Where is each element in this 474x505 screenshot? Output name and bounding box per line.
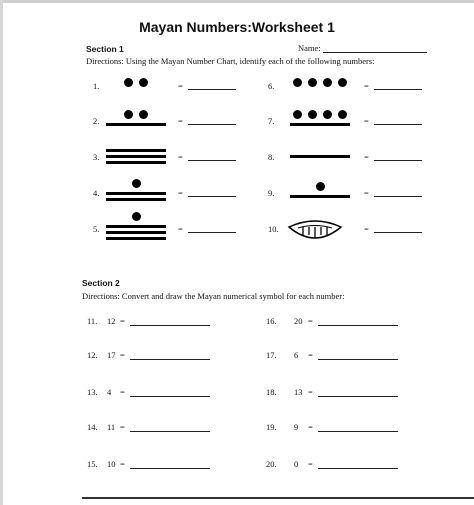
dot-2-1	[124, 110, 133, 119]
equals-sign: =	[120, 459, 125, 469]
equals-sign: =	[178, 116, 183, 126]
answer-blank-1[interactable]	[188, 89, 236, 90]
answer-blank-5[interactable]	[188, 232, 236, 233]
dot-1-1	[124, 78, 133, 87]
problem-number: 13.	[87, 387, 98, 397]
equals-sign: =	[364, 116, 369, 126]
dot-2-2	[139, 110, 148, 119]
answer-blank-15[interactable]	[130, 468, 210, 469]
bar-5-3	[106, 237, 166, 240]
zero-shell-icon	[286, 219, 344, 241]
page-edge-top	[0, 0, 474, 3]
problem-value: 11	[107, 422, 116, 432]
problem-6-label: 6.	[268, 81, 275, 91]
problem-value: 0	[294, 459, 299, 469]
problem-number: 17.	[266, 350, 277, 360]
problem-value: 17	[107, 350, 116, 360]
problem-4-label: 4.	[93, 188, 100, 198]
name-field[interactable]	[323, 52, 427, 53]
section-1-heading: Section 1	[86, 44, 124, 54]
equals-sign: =	[364, 81, 369, 91]
problem-number: 20.	[266, 459, 277, 469]
equals-sign: =	[308, 387, 313, 397]
problem-value: 12	[107, 316, 116, 326]
equals-sign: =	[308, 459, 313, 469]
problem-2-label: 2.	[93, 116, 100, 126]
problem-number: 14.	[87, 422, 98, 432]
equals-sign: =	[364, 224, 369, 234]
problem-number: 19.	[266, 422, 277, 432]
equals-sign: =	[178, 188, 183, 198]
answer-blank-18[interactable]	[318, 396, 398, 397]
bar-8-1	[290, 155, 350, 158]
answer-blank-17[interactable]	[318, 359, 398, 360]
equals-sign: =	[178, 152, 183, 162]
equals-sign: =	[364, 188, 369, 198]
answer-blank-7[interactable]	[374, 124, 422, 125]
problem-7-label: 7.	[268, 116, 275, 126]
worksheet-title: Mayan Numbers:Worksheet 1	[139, 19, 335, 35]
bar-3-2	[106, 155, 166, 158]
answer-blank-9[interactable]	[374, 196, 422, 197]
problem-8-label: 8.	[268, 152, 275, 162]
equals-sign: =	[308, 350, 313, 360]
problem-value: 9	[294, 422, 299, 432]
dot-1-2	[139, 78, 148, 87]
answer-blank-3[interactable]	[188, 160, 236, 161]
answer-blank-13[interactable]	[130, 396, 210, 397]
equals-sign: =	[120, 350, 125, 360]
bar-4-2	[106, 198, 166, 201]
answer-blank-12[interactable]	[130, 359, 210, 360]
answer-blank-2[interactable]	[188, 124, 236, 125]
dot-7-2	[308, 110, 317, 119]
bar-9-1	[290, 195, 350, 198]
equals-sign: =	[308, 316, 313, 326]
bar-5-2	[106, 231, 166, 234]
name-label: Name:	[298, 43, 321, 53]
problem-number: 18.	[266, 387, 277, 397]
equals-sign: =	[364, 152, 369, 162]
problem-number: 12.	[87, 350, 98, 360]
problem-9-label: 9.	[268, 188, 275, 198]
page-edge-left	[0, 0, 3, 505]
equals-sign: =	[120, 387, 125, 397]
equals-sign: =	[120, 316, 125, 326]
bar-7-1	[290, 123, 350, 126]
problem-value: 4	[107, 387, 112, 397]
answer-blank-20[interactable]	[318, 468, 398, 469]
problem-1-label: 1.	[93, 81, 100, 91]
bar-2-1	[106, 123, 166, 126]
answer-blank-10[interactable]	[374, 232, 422, 233]
dot-4-1	[132, 179, 141, 188]
answer-blank-14[interactable]	[130, 431, 210, 432]
problem-value: 13	[294, 387, 303, 397]
bar-4-1	[106, 192, 166, 195]
bar-3-1	[106, 149, 166, 152]
bar-5-1	[106, 225, 166, 228]
equals-sign: =	[178, 81, 183, 91]
section-2-directions: Directions: Convert and draw the Mayan numerical symbol for each number:	[82, 291, 345, 301]
section-2-heading: Section 2	[82, 278, 120, 288]
answer-blank-6[interactable]	[374, 89, 422, 90]
problem-value: 6	[294, 350, 299, 360]
dot-6-4	[338, 78, 347, 87]
answer-blank-11[interactable]	[130, 325, 210, 326]
bar-3-3	[106, 161, 166, 164]
dot-6-1	[293, 78, 302, 87]
answer-blank-4[interactable]	[188, 196, 236, 197]
problem-10-label: 10.	[268, 224, 279, 234]
problem-3-label: 3.	[93, 152, 100, 162]
section-1-directions: Directions: Using the Mayan Number Chart, identify each of the following numbers:	[86, 56, 375, 66]
answer-blank-16[interactable]	[318, 325, 398, 326]
dot-5-1	[132, 212, 141, 221]
footer-rule	[82, 497, 474, 499]
equals-sign: =	[308, 422, 313, 432]
answer-blank-19[interactable]	[318, 431, 398, 432]
dot-7-4	[338, 110, 347, 119]
dot-6-2	[308, 78, 317, 87]
dot-9-1	[316, 182, 325, 191]
dot-6-3	[323, 78, 332, 87]
equals-sign: =	[120, 422, 125, 432]
problem-number: 16.	[266, 316, 277, 326]
problem-number: 11.	[87, 316, 98, 326]
dot-7-3	[323, 110, 332, 119]
problem-5-label: 5.	[93, 224, 100, 234]
problem-number: 15.	[87, 459, 98, 469]
equals-sign: =	[178, 224, 183, 234]
problem-value: 20	[294, 316, 303, 326]
problem-value: 10	[107, 459, 116, 469]
answer-blank-8[interactable]	[374, 160, 422, 161]
dot-7-1	[293, 110, 302, 119]
